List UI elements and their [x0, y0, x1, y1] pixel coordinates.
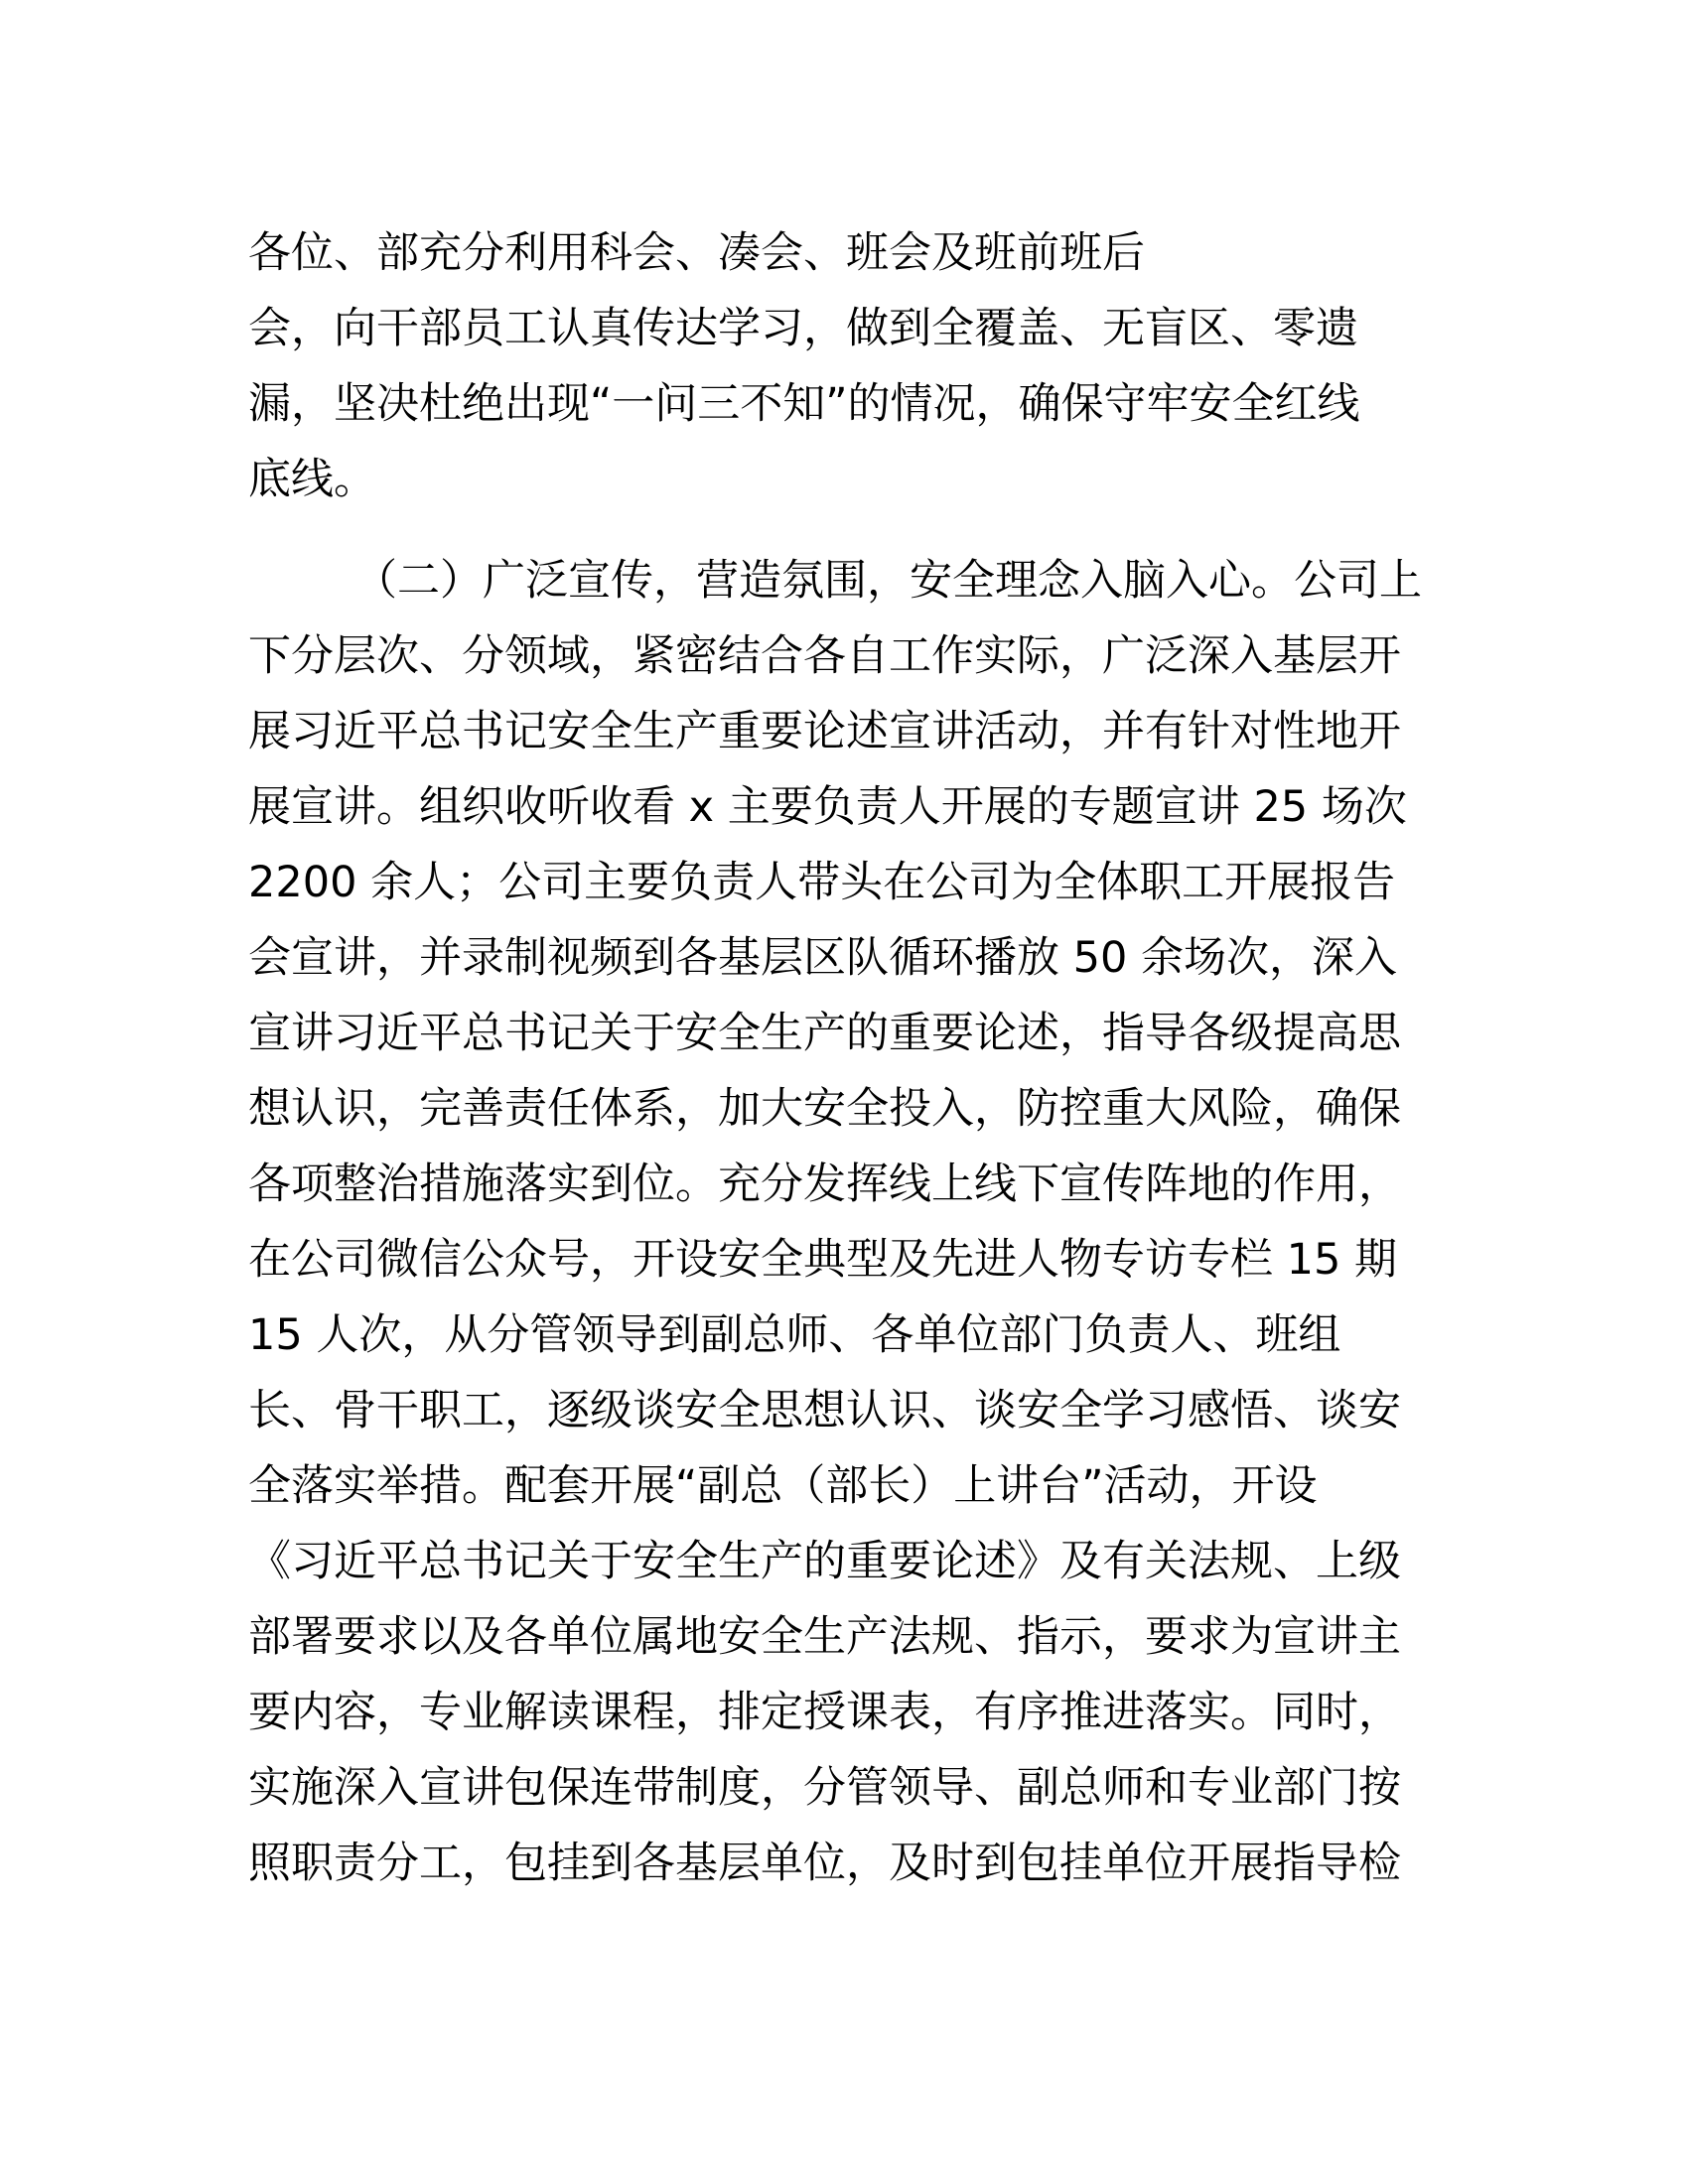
paragraph-2-line: 部署要求以及各单位属地安全生产法规、指示，要求为宣讲主 — [248, 1612, 1401, 1662]
paragraph-2-line: 想认识，完善责任体系，加大安全投入，防控重大风险，确保 — [248, 1084, 1401, 1134]
paragraph-2-line: 长、骨干职工，逐级谈安全思想认识、谈安全学习感悟、谈安 — [248, 1386, 1401, 1435]
paragraph-2-line: 实施深入宣讲包保连带制度，分管领导、副总师和专业部门按 — [248, 1763, 1401, 1813]
paragraph-2-line: 全落实举措。配套开展“副总（部长）上讲台”活动，开设 — [248, 1461, 1318, 1511]
paragraph-2-line: 要内容，专业解读课程，排定授课表，有序推进落实。同时， — [248, 1688, 1401, 1737]
paragraph-2-line: 会宣讲，并录制视频到各基层区队循环播放 50 余场次，深入 — [248, 933, 1398, 983]
paragraph-2-line: 15 人次，从分管领导到副总师、各单位部门负责人、班组 — [248, 1310, 1341, 1360]
paragraph-1-line: 漏，坚决杜绝出现“一问三不知”的情况，确保守牢安全红线 — [248, 379, 1360, 429]
paragraph-2-line: 展习近平总书记安全生产重要论述宣讲活动，并有针对性地开 — [248, 707, 1401, 756]
paragraph-2-line: 下分层次、分领域，紧密结合各自工作实际，广泛深入基层开 — [248, 631, 1401, 681]
paragraph-1-line: 底线。 — [248, 455, 376, 504]
paragraph-2-line: 展宣讲。组织收听收看 x 主要负责人开展的专题宣讲 25 场次 — [248, 782, 1407, 832]
paragraph-2-line: 各项整治措施落实到位。充分发挥线上线下宣传阵地的作用， — [248, 1160, 1401, 1209]
paragraph-2-line: 《习近平总书记关于安全生产的重要论述》及有关法规、上级 — [248, 1537, 1401, 1586]
paragraph-2-line: 在公司微信公众号，开设安全典型及先进人物专访专栏 15 期 — [248, 1235, 1398, 1285]
paragraph-2-line: 照职责分工，包挂到各基层单位，及时到包挂单位开展指导检 — [248, 1839, 1401, 1888]
paragraph-1-line: 会，向干部员工认真传达学习，做到全覆盖、无盲区、零遗 — [248, 304, 1358, 353]
paragraph-2-line: 2200 余人；公司主要负责人带头在公司为全体职工开展报告 — [248, 858, 1396, 907]
paragraph-1 — [248, 215, 1440, 517]
paragraph-2-line: 宣讲习近平总书记关于安全生产的重要论述，指导各级提高思 — [248, 1009, 1401, 1058]
paragraph-2 — [248, 543, 1440, 1901]
paragraph-2-line: （二）广泛宣传，营造氛围，安全理念入脑入心。公司上 — [354, 556, 1422, 606]
paragraph-1-line: 各位、部充分利用科会、凑会、班会及班前班后 — [248, 228, 1145, 278]
